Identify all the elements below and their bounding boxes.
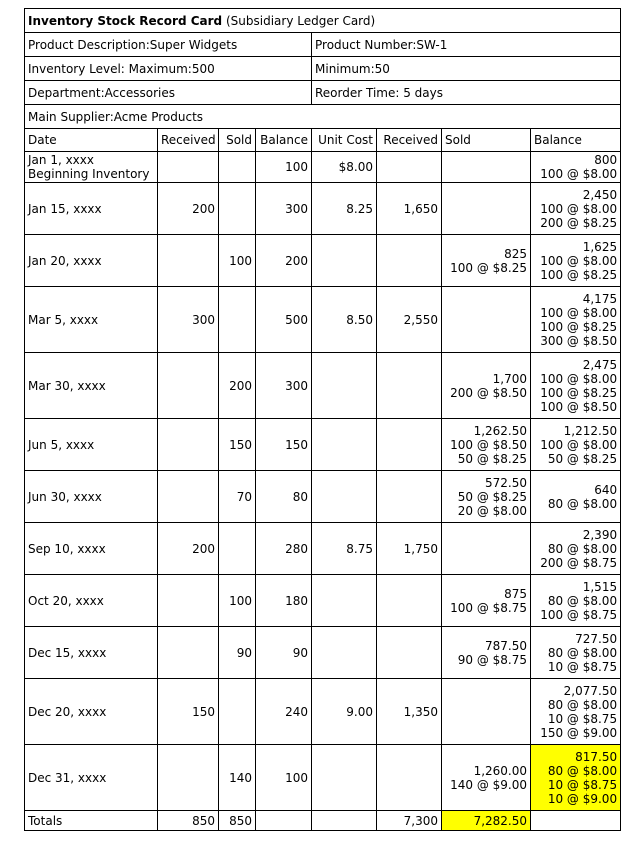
sold-cost-cell-line: 875 [504, 586, 527, 601]
date-cell [25, 471, 158, 523]
sold-cost-cell-line: 100 @ $8.25 [450, 260, 527, 275]
balance-cost-cell-line: 100 @ $8.25 [540, 319, 618, 334]
received-cost-cell [377, 575, 442, 627]
balance-cost-cell [531, 235, 621, 287]
sold-cost-cell-line: 20 @ $8.00 [457, 503, 527, 518]
balance-units-cell: 200 [256, 235, 312, 287]
sold-cost-cell [442, 627, 531, 679]
unit-cost-cell [312, 471, 377, 523]
sold-cost-cell-line: 1,262.50 [473, 423, 527, 438]
balance-cost-cell [531, 353, 621, 419]
date-cell-line: Sep 10, xxxx [28, 541, 106, 556]
balance-cost-cell-line: 100 @ $8.00 [540, 167, 618, 181]
sold-units-cell: 100 [219, 575, 256, 627]
unit-cost-cell [312, 419, 377, 471]
reorder-time: Reorder Time: 5 days [312, 81, 621, 105]
received-cost-cell [377, 353, 442, 419]
date-cell-line: Dec 31, xxxx [28, 770, 107, 785]
received-units-cell [158, 419, 219, 471]
balance-cost-cell-line: 100 @ $8.00 [540, 305, 618, 320]
balance-units-cell: 500 [256, 287, 312, 353]
date-cell [25, 745, 158, 811]
date-cell-line: Jan 15, xxxx [28, 201, 102, 216]
date-cell-line: Jan 20, xxxx [28, 253, 102, 268]
ledger-row [25, 679, 621, 745]
balance-cost-cell-line: 4,175 [582, 291, 618, 306]
ledger-row [25, 575, 621, 627]
sold-units-cell [219, 287, 256, 353]
balance-units-cell: 280 [256, 523, 312, 575]
date-cell [25, 679, 158, 745]
balance-cost-cell [531, 287, 621, 353]
sold-cost-cell [442, 471, 531, 523]
balance-cost-cell-line: 10 @ $9.00 [547, 791, 618, 806]
ledger-row [25, 183, 621, 235]
received-units-cell: 300 [158, 287, 219, 353]
sold-cost-cell-line: 572.50 [485, 475, 527, 490]
balance-cost-cell [531, 627, 621, 679]
date-cell-line: Beginning Inventory [28, 167, 150, 181]
date-cell [25, 235, 158, 287]
stock-record-card [24, 8, 620, 831]
ledger-row [25, 152, 621, 183]
balance-cost-cell-line: 100 @ $8.00 [540, 201, 618, 216]
received-cost-cell: 1,650 [377, 183, 442, 235]
unit-cost-cell [312, 575, 377, 627]
balance-units-cell: 100 [256, 152, 312, 183]
balance-units-cell: 80 [256, 471, 312, 523]
received-cost-cell [377, 419, 442, 471]
ledger-row [25, 523, 621, 575]
balance-cost-cell-line: 50 @ $8.25 [547, 451, 618, 466]
balance-cost-cell-line: 100 @ $8.25 [540, 385, 618, 400]
sold-units-cell: 150 [219, 419, 256, 471]
ledger-row [25, 353, 621, 419]
balance-cost-cell-line: 10 @ $8.75 [547, 659, 618, 674]
received-units-cell: 200 [158, 183, 219, 235]
received-cost-cell [377, 745, 442, 811]
col-header-received-cost: Received [377, 129, 442, 152]
unit-cost-cell: 8.25 [312, 183, 377, 235]
col-header-date: Date [25, 129, 158, 152]
date-cell-line: Mar 30, xxxx [28, 378, 106, 393]
balance-cost-cell-line: 2,390 [582, 527, 618, 542]
date-cell-line: Jan 1, xxxx [28, 153, 94, 167]
unit-cost-cell [312, 745, 377, 811]
balance-cost-cell [531, 152, 621, 183]
received-cost-cell: 1,350 [377, 679, 442, 745]
balance-cost-cell-line: 1,212.50 [563, 423, 618, 438]
card-title: Inventory Stock Record Card [28, 13, 223, 28]
ledger-row [25, 471, 621, 523]
date-cell [25, 575, 158, 627]
received-cost-cell: 2,550 [377, 287, 442, 353]
date-cell [25, 183, 158, 235]
col-header-balance-cost: Balance [531, 129, 621, 152]
balance-cost-cell-line: 727.50 [575, 631, 618, 646]
balance-cost-cell-line: 100 @ $8.00 [540, 253, 618, 268]
balance-cost-cell [531, 419, 621, 471]
balance-cost-cell-line: 150 @ $9.00 [540, 725, 618, 740]
unit-cost-cell: $8.00 [312, 152, 377, 183]
totals-row [25, 811, 621, 831]
totals-sold-cost: 7,282.50 [442, 811, 531, 831]
date-cell [25, 627, 158, 679]
received-units-cell: 200 [158, 523, 219, 575]
balance-cost-cell-line: 80 @ $8.00 [547, 697, 618, 712]
sold-cost-cell [442, 353, 531, 419]
balance-cost-cell [531, 471, 621, 523]
balance-cost-cell-line: 10 @ $8.75 [547, 777, 618, 792]
balance-cost-cell-line: 300 @ $8.50 [540, 333, 618, 348]
sold-cost-cell-line: 50 @ $8.25 [457, 489, 527, 504]
date-cell-line: Oct 20, xxxx [28, 593, 104, 608]
received-cost-cell: 1,750 [377, 523, 442, 575]
inventory-level: Inventory Level: Maximum:500 [25, 57, 312, 81]
balance-cost-cell-line: 80 @ $8.00 [547, 496, 618, 511]
col-header-balance-units: Balance [256, 129, 312, 152]
balance-cost-cell-line: 2,450 [582, 187, 618, 202]
col-header-unit-cost: Unit Cost [312, 129, 377, 152]
balance-cost-cell-line: 1,515 [582, 579, 618, 594]
balance-cost-cell-line: 800 [594, 153, 618, 167]
received-units-cell [158, 353, 219, 419]
balance-cost-cell-line: 80 @ $8.00 [547, 541, 618, 556]
sold-units-cell: 200 [219, 353, 256, 419]
date-cell [25, 353, 158, 419]
received-cost-cell [377, 471, 442, 523]
sold-cost-cell [442, 152, 531, 183]
balance-cost-cell-line: 817.50 [575, 749, 618, 764]
unit-cost-cell: 8.50 [312, 287, 377, 353]
sold-cost-cell [442, 183, 531, 235]
balance-cost-cell-line: 80 @ $8.00 [547, 645, 618, 660]
balance-units-cell: 300 [256, 183, 312, 235]
totals-label: Totals [25, 811, 158, 831]
received-cost-cell [377, 627, 442, 679]
received-cost-cell [377, 235, 442, 287]
col-header-sold-cost: Sold [442, 129, 531, 152]
balance-cost-cell [531, 679, 621, 745]
received-cost-cell [377, 152, 442, 183]
unit-cost-cell: 9.00 [312, 679, 377, 745]
balance-units-cell: 100 [256, 745, 312, 811]
totals-sold-units: 850 [219, 811, 256, 831]
balance-cost-cell-line: 10 @ $8.75 [547, 711, 618, 726]
sold-cost-cell-line: 787.50 [485, 638, 527, 653]
stock-record-table [24, 8, 621, 831]
balance-cost-cell-line: 100 @ $8.50 [540, 399, 618, 414]
sold-cost-cell-line: 140 @ $9.00 [450, 777, 527, 792]
product-number: Product Number:SW-1 [312, 33, 621, 57]
ledger-row [25, 627, 621, 679]
col-header-received-units: Received [158, 129, 219, 152]
date-cell [25, 152, 158, 183]
balance-cost-cell-line: 100 @ $8.00 [540, 437, 618, 452]
balance-cost-cell-line: 2,475 [582, 357, 618, 372]
ledger-row [25, 745, 621, 811]
received-units-cell [158, 235, 219, 287]
date-cell-line: Jun 30, xxxx [28, 489, 102, 504]
sold-units-cell [219, 152, 256, 183]
received-units-cell [158, 745, 219, 811]
balance-cost-cell-line: 80 @ $8.00 [547, 593, 618, 608]
main-supplier: Main Supplier:Acme Products [25, 105, 621, 129]
balance-cost-cell [531, 745, 621, 811]
unit-cost-cell [312, 235, 377, 287]
totals-balance-cost [531, 811, 621, 831]
received-units-cell [158, 575, 219, 627]
balance-units-cell: 300 [256, 353, 312, 419]
balance-cost-cell-line: 2,077.50 [563, 683, 618, 698]
column-header-row [25, 129, 621, 152]
ledger-row [25, 235, 621, 287]
received-units-cell: 150 [158, 679, 219, 745]
sold-units-cell [219, 183, 256, 235]
sold-cost-cell-line: 90 @ $8.75 [457, 652, 527, 667]
date-cell [25, 523, 158, 575]
received-units-cell [158, 471, 219, 523]
balance-units-cell: 240 [256, 679, 312, 745]
sold-units-cell: 100 [219, 235, 256, 287]
ledger-row [25, 287, 621, 353]
received-units-cell [158, 627, 219, 679]
ledger-row [25, 419, 621, 471]
balance-cost-cell-line: 1,625 [582, 239, 618, 254]
minimum-level: Minimum:50 [312, 57, 621, 81]
sold-units-cell [219, 679, 256, 745]
date-cell-line: Dec 20, xxxx [28, 704, 107, 719]
sold-cost-cell-line: 825 [504, 246, 527, 261]
balance-cost-cell-line: 80 @ $8.00 [547, 763, 618, 778]
balance-units-cell: 180 [256, 575, 312, 627]
date-cell [25, 287, 158, 353]
card-subtitle: (Subsidiary Ledger Card) [225, 13, 376, 28]
date-cell [25, 419, 158, 471]
product-description: Product Description:Super Widgets [25, 33, 312, 57]
col-header-sold-units: Sold [219, 129, 256, 152]
balance-cost-cell-line: 640 [594, 482, 618, 497]
sold-cost-cell [442, 235, 531, 287]
date-cell-line: Mar 5, xxxx [28, 312, 99, 327]
sold-units-cell: 140 [219, 745, 256, 811]
balance-units-cell: 150 [256, 419, 312, 471]
date-cell-line: Jun 5, xxxx [28, 437, 95, 452]
balance-cost-cell-line: 100 @ $8.25 [540, 267, 618, 282]
sold-units-cell: 70 [219, 471, 256, 523]
sold-cost-cell-line: 100 @ $8.50 [450, 437, 527, 452]
balance-cost-cell [531, 183, 621, 235]
balance-cost-cell-line: 100 @ $8.00 [540, 371, 618, 386]
unit-cost-cell [312, 353, 377, 419]
sold-cost-cell [442, 679, 531, 745]
sold-units-cell [219, 523, 256, 575]
unit-cost-cell: 8.75 [312, 523, 377, 575]
sold-cost-cell [442, 523, 531, 575]
balance-cost-cell [531, 523, 621, 575]
sold-cost-cell-line: 100 @ $8.75 [450, 600, 527, 615]
sold-cost-cell-line: 1,700 [492, 371, 527, 386]
unit-cost-cell [312, 627, 377, 679]
totals-balance-units [256, 811, 312, 831]
sold-cost-cell-line: 200 @ $8.50 [450, 385, 527, 400]
sold-cost-cell [442, 287, 531, 353]
balance-cost-cell-line: 200 @ $8.25 [540, 215, 618, 230]
sold-cost-cell [442, 575, 531, 627]
department: Department:Accessories [25, 81, 312, 105]
balance-units-cell: 90 [256, 627, 312, 679]
sold-cost-cell-line: 50 @ $8.25 [457, 451, 527, 466]
totals-unit-cost [312, 811, 377, 831]
sold-cost-cell-line: 1,260.00 [473, 763, 527, 778]
sold-cost-cell [442, 419, 531, 471]
date-cell-line: Dec 15, xxxx [28, 645, 107, 660]
balance-cost-cell-line: 100 @ $8.75 [540, 607, 618, 622]
sold-cost-cell [442, 745, 531, 811]
received-units-cell [158, 152, 219, 183]
balance-cost-cell-line: 200 @ $8.75 [540, 555, 618, 570]
card-title-cell [25, 9, 621, 33]
totals-received-units: 850 [158, 811, 219, 831]
sold-units-cell: 90 [219, 627, 256, 679]
balance-cost-cell [531, 575, 621, 627]
totals-received-cost: 7,300 [377, 811, 442, 831]
